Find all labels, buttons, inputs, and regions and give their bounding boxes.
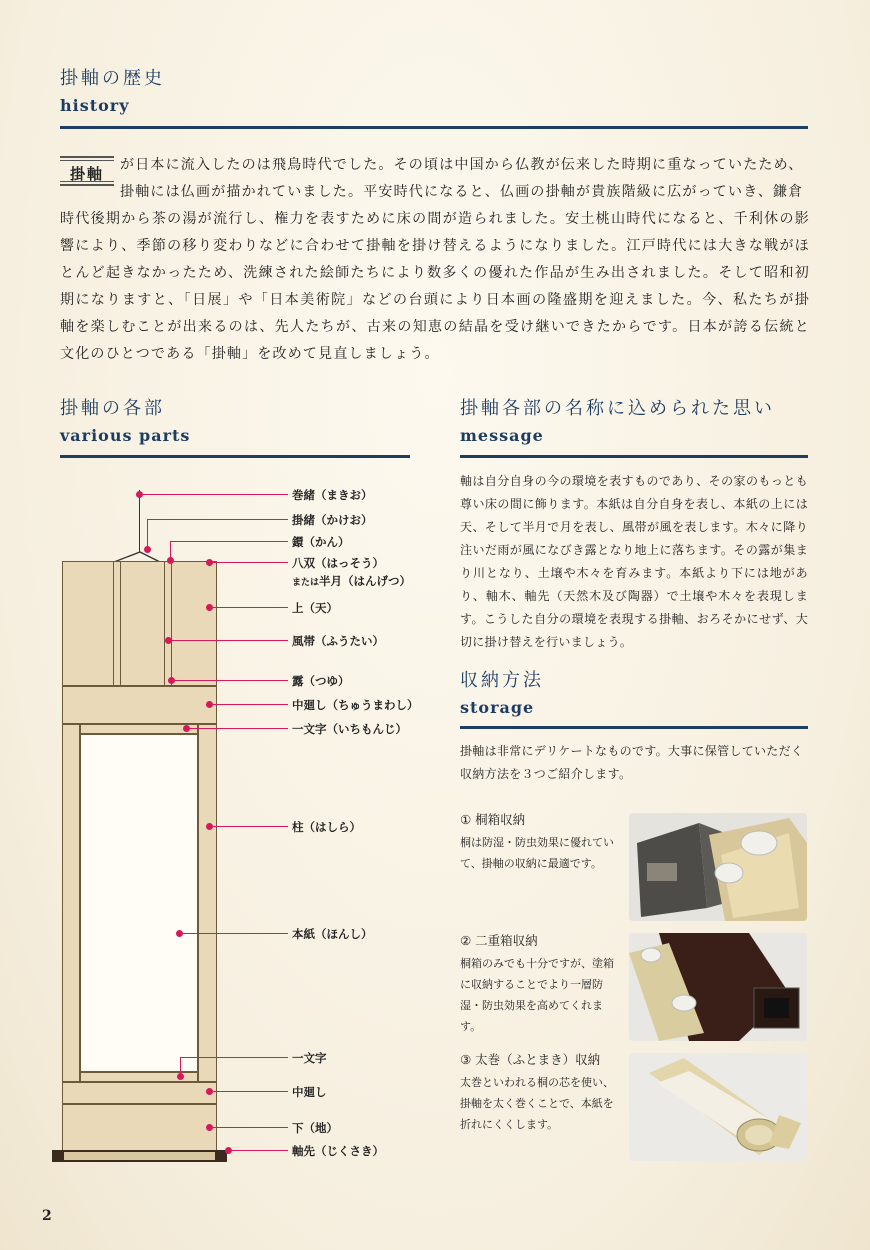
method-1-desc: 桐は防湿・防虫効果に優れていて、掛軸の収納に最適です。 [460, 836, 614, 870]
history-line-2: 掛軸には仏画が描かれていました。平安時代になると、仏画の掛軸が貴族階級に広がっていき、鎌倉 [120, 184, 804, 200]
label-kan: 鐶（かん） [292, 535, 350, 549]
chi-line [213, 1127, 288, 1128]
label-nakamawashi2: 中廻し [292, 1085, 327, 1099]
jikusaki-dot [225, 1147, 232, 1154]
history-badge-text: 掛軸 [69, 165, 104, 183]
history-title-en: history [60, 96, 130, 115]
parts-title-en: various parts [60, 426, 191, 445]
kakeo-dot [144, 546, 151, 553]
message-title-en: message [460, 426, 544, 445]
jikusaki-line [232, 1150, 288, 1151]
kan-line-h [170, 541, 288, 542]
method-1-photo [629, 813, 807, 921]
method-1-title: ① 桐箱収納 [460, 812, 526, 827]
futomaki-image [629, 1053, 807, 1161]
ten-line [213, 607, 288, 608]
jiku-wrap [64, 1152, 215, 1160]
honshi-dot [176, 930, 183, 937]
kakeo-line-h [147, 519, 288, 520]
label-makio: 巻緒（まきお） [292, 488, 373, 502]
nakamawashi2-dot [206, 1088, 213, 1095]
method-2-title: ② 二重箱収納 [460, 933, 538, 948]
hashira-right [198, 724, 217, 1082]
storage-title-en: storage [460, 698, 535, 717]
label-jikusaki: 軸先（じくさき） [292, 1144, 384, 1158]
label-ichimonji2: 一文字 [292, 1051, 327, 1065]
nakamawashi-line [213, 704, 288, 705]
ten-section [62, 561, 217, 686]
label-ichimonji: 一文字（いちもんじ） [292, 722, 407, 736]
hashira-line [213, 826, 288, 827]
makio-line [143, 494, 288, 495]
label-futai: 風帯（ふうたい） [292, 634, 384, 648]
nakamawashi2-line [213, 1091, 288, 1092]
history-rule [60, 126, 808, 129]
label-ten: 上（天） [292, 601, 338, 615]
tsuyu-dot [168, 677, 175, 684]
history-title-jp: 掛軸の歴史 [60, 68, 165, 89]
ichimonji2-dot [177, 1073, 184, 1080]
parts-rule [60, 455, 410, 458]
kiri-box-image [629, 813, 807, 921]
parts-title-jp: 掛軸の各部 [60, 398, 165, 419]
tsuyu-line [175, 680, 288, 681]
message-body: 軸は自分自身の今の環境を表すものであり、その家のもっとも尊い床の間に飾ります。本紙は自分自身を表し、本紙の上には天、そして半月で月を表し、風帯が風を表します。木々に降り注いだ雨が風になびき露となり地上に落ちます。その露が集まり川となり、土壌や木々を育みます。本紙より下には地があり、軸木、軸先（天然木及び陶器）で土壌や木々を表現します。こうした自分の環境を表現する掛軸、おろそかにせず、大切に掛け替えを行いましょう。 [460, 474, 808, 649]
honshi-area [80, 734, 198, 1072]
label-hangetsu-prefix: または [292, 578, 320, 588]
double-box-image [629, 933, 807, 1041]
label-hasso: 八双（はっそう） [292, 556, 384, 570]
storage-rule [460, 726, 808, 729]
futai-right [164, 561, 172, 686]
method-3-title: ③ 太巻（ふとまき）収納 [460, 1052, 601, 1067]
label-hashira: 柱（はしら） [292, 820, 361, 834]
hasso-dot [206, 559, 213, 566]
nakamawashi-bottom [62, 1082, 217, 1104]
method-3-desc: 太巻といわれる桐の芯を使い、掛軸を太く巻くことで、本紙を折れにくくします。 [460, 1076, 614, 1131]
ichimonji-top [80, 724, 198, 734]
hasso-line [213, 562, 288, 563]
chi-dot [206, 1124, 213, 1131]
kakeo-line-v [147, 519, 148, 548]
nakamawashi-top [62, 686, 217, 724]
honshi-line [183, 933, 288, 934]
storage-title-jp: 収納方法 [460, 670, 544, 691]
label-hangetsu [292, 573, 411, 589]
futai-dot [165, 637, 172, 644]
page-number: 2 [42, 1208, 52, 1224]
futai-left [113, 561, 121, 686]
ichimonji-dot [183, 725, 190, 732]
label-honshi: 本紙（ほんし） [292, 927, 373, 941]
method-3-photo [629, 1053, 807, 1161]
label-nakamawashi: 中廻し（ちゅうまわし） [292, 698, 419, 712]
history-line-1: が日本に流入したのは飛鳥時代でした。その頃は中国から仏教が伝来した時期に重なっていたため、 [120, 157, 804, 173]
nakamawashi-dot [206, 701, 213, 708]
futai-line [172, 640, 288, 641]
ten-dot [206, 604, 213, 611]
label-chi: 下（地） [292, 1121, 338, 1135]
method-2-desc: 桐箱のみでも十分ですが、塗箱に収納することでより一層防湿・防虫効果を高めてくれます。 [460, 957, 614, 1033]
ichimonji-line [190, 728, 288, 729]
storage-intro: 掛軸は非常にデリケートなものです。大事に保管していただく収納方法を３つご紹介します。 [460, 744, 804, 781]
message-title-jp: 掛軸各部の名称に込められた思い [460, 398, 775, 419]
message-rule [460, 455, 808, 458]
label-tsuyu: 露（つゆ） [292, 674, 350, 688]
history-body: 時代後期から茶の湯が流行し、権力を表すために床の間が造られました。安土桃山時代になると、千利休の影響により、季節の移り変わりなどに合わせて掛軸を掛け替えるようになりました。江戸時代には大きな戦がほとんど起きなかったため、洗練された絵師たちにより数多くの優れた作品が生み出されました。そして昭和初期になりますと、「日展」や「日本美術院」などの台頭により日本画の隆盛期を迎えました。今、私たちが掛軸を楽しむことが出来るのは、先人たちが、古来の知恵の結晶を受け継いできたからです。日本が誇る伝統と文化のひとつである「掛軸」を改めて見直しましょう。 [60, 211, 810, 362]
hashira-dot [206, 823, 213, 830]
makio-dot [136, 491, 143, 498]
method-2-photo [629, 933, 807, 1041]
ichimonji2-line-h [180, 1057, 288, 1058]
chi-section [62, 1104, 217, 1152]
label-hangetsu-text: 半月（はんげつ） [319, 574, 412, 588]
label-kakeo: 掛緒（かけお） [292, 513, 373, 527]
history-badge [60, 156, 114, 186]
kan-dot [167, 557, 174, 564]
hashira-left [62, 724, 80, 1082]
